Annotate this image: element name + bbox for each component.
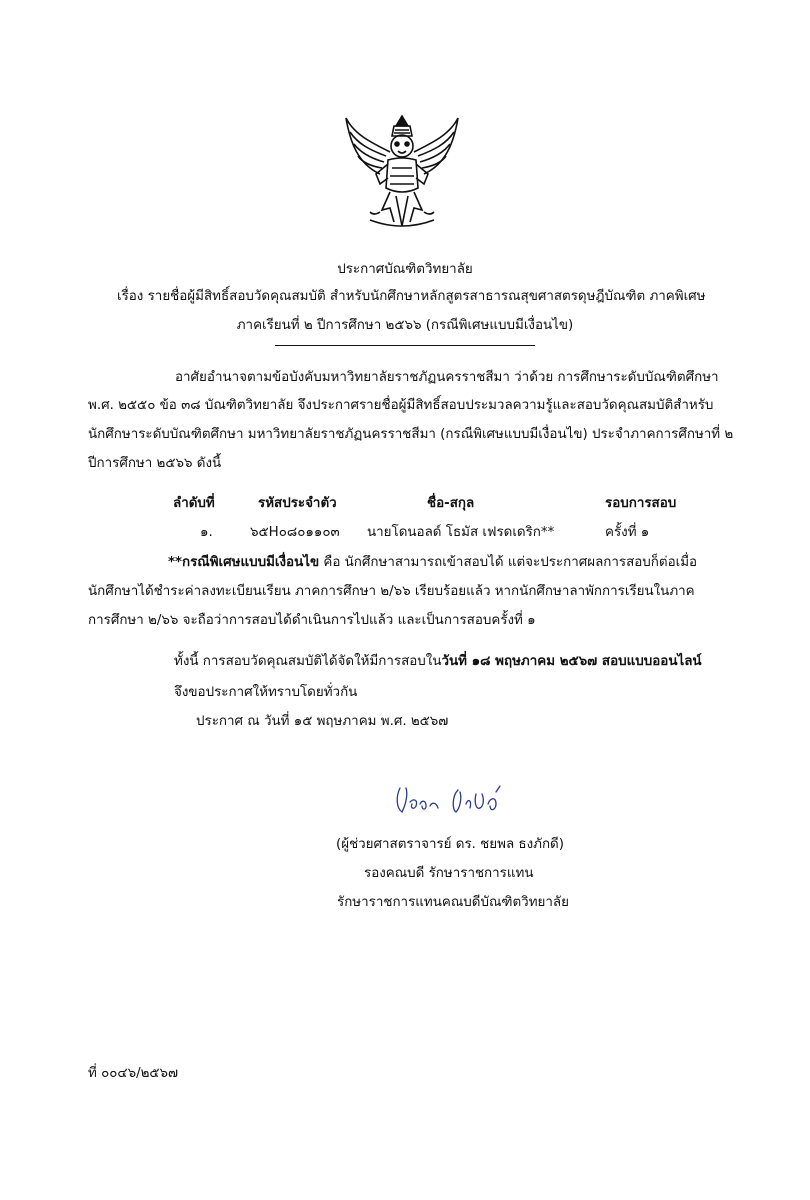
cell-name: นายโดนอลด์ โธมัส เฟรดเดริก** bbox=[367, 525, 555, 540]
col-header-name: ชื่อ-สกุล bbox=[427, 496, 475, 511]
para1-line-3: นักศึกษาระดับบัณฑิตศึกษา มหาวิทยาลัยราชภัฏนครราชสีมา (กรณีพิเศษแบบมีเงื่อนไข) ประจำภาคการศึกษาที่ ๒ bbox=[88, 427, 734, 442]
subject-line-2: ภาคเรียนที่ ๒ ปีการศึกษา ๒๕๖๖ (กรณีพิเศษแบบมีเงื่อนไข) bbox=[236, 318, 574, 333]
para1-line-2: พ.ศ. ๒๕๕๐ ข้อ ๓๘ บัณฑิตวิทยาลัย จึงประกาศรายชื่อผู้มีสิทธิ์สอบประมวลความรู้และสอบวัดคุณสมบัติสำหรับ bbox=[88, 398, 714, 413]
signatory-role-1: รองคณบดี รักษาราชการแทน bbox=[364, 866, 534, 881]
note-line-1 bbox=[168, 551, 697, 572]
col-header-round: รอบการสอบ bbox=[605, 496, 677, 511]
garuda-emblem-icon bbox=[340, 112, 464, 230]
dated-line: ประกาศ ณ วันที่ ๑๕ พฤษภาคม พ.ศ. ๒๕๖๗ bbox=[196, 714, 449, 729]
para1-line-1: อาศัยอำนาจตามข้อบังคับมหาวิทยาลัยราชภัฏนครราชสีมา ว่าด้วย การศึกษาระดับบัณฑิตศึกษา bbox=[175, 370, 719, 385]
schedule-line bbox=[174, 650, 702, 671]
note-bold-lead: **กรณีพิเศษแบบมีเงื่อนไข bbox=[168, 555, 320, 570]
reference-number: ที่ ๐๐๔๖/๒๕๖๗ bbox=[88, 1066, 179, 1081]
subject-line-1: เรื่อง รายชื่อผู้มีสิทธิ์สอบวัดคุณสมบัติ สำหรับนักศึกษาหลักสูตรสาธารณสุขศาสตรดุษฎีบัณฑิต ภาคพิเศษ bbox=[117, 289, 706, 304]
note-line-1-rest: คือ นักศึกษาสามารถเข้าสอบได้ แต่จะประกาศผลการสอบก็ต่อเมื่อ bbox=[319, 555, 698, 570]
issuer-title: ประกาศบัณฑิตวิทยาลัย bbox=[337, 262, 473, 277]
col-header-student-id: รหัสประจำตัว bbox=[258, 496, 337, 511]
note-line-2: นักศึกษาได้ชำระค่าลงทะเบียนเรียน ภาคการศึกษา ๒/๖๖ เรียบร้อยแล้ว หากนักศึกษาลาพักการเรียนในภาค bbox=[88, 584, 695, 599]
note-line-3: การศึกษา ๒/๖๖ จะถือว่าการสอบได้ดำเนินการไปแล้ว และเป็นการสอบครั้งที่ ๑ bbox=[88, 613, 536, 628]
title-divider bbox=[275, 345, 535, 346]
col-header-order: ลำดับที่ bbox=[173, 496, 215, 511]
signatory-name: (ผู้ช่วยศาสตราจารย์ ดร. ชยพล ธงภักดี) bbox=[336, 837, 564, 852]
schedule-date: วันที่ ๑๘ พฤษภาคม ๒๕๖๗ สอบแบบออนไลน์ bbox=[441, 654, 702, 669]
para1-line-4: ปีการศึกษา ๒๕๖๖ ดังนี้ bbox=[88, 456, 222, 471]
announce-line: จึงขอประกาศให้ทราบโดยทั่วกัน bbox=[174, 685, 358, 700]
cell-student-id: ๖๕H๐๘๐๑๑๐๓ bbox=[250, 525, 340, 540]
signature-image bbox=[392, 782, 522, 818]
cell-round: ครั้งที่ ๑ bbox=[605, 525, 650, 540]
schedule-prefix: ทั้งนี้ การสอบวัดคุณสมบัติได้จัดให้มีการสอบใน bbox=[174, 654, 442, 669]
signatory-role-2: รักษาราชการแทนคณบดีบัณฑิตวิทยาลัย bbox=[337, 895, 569, 910]
cell-order: ๑. bbox=[200, 525, 213, 540]
